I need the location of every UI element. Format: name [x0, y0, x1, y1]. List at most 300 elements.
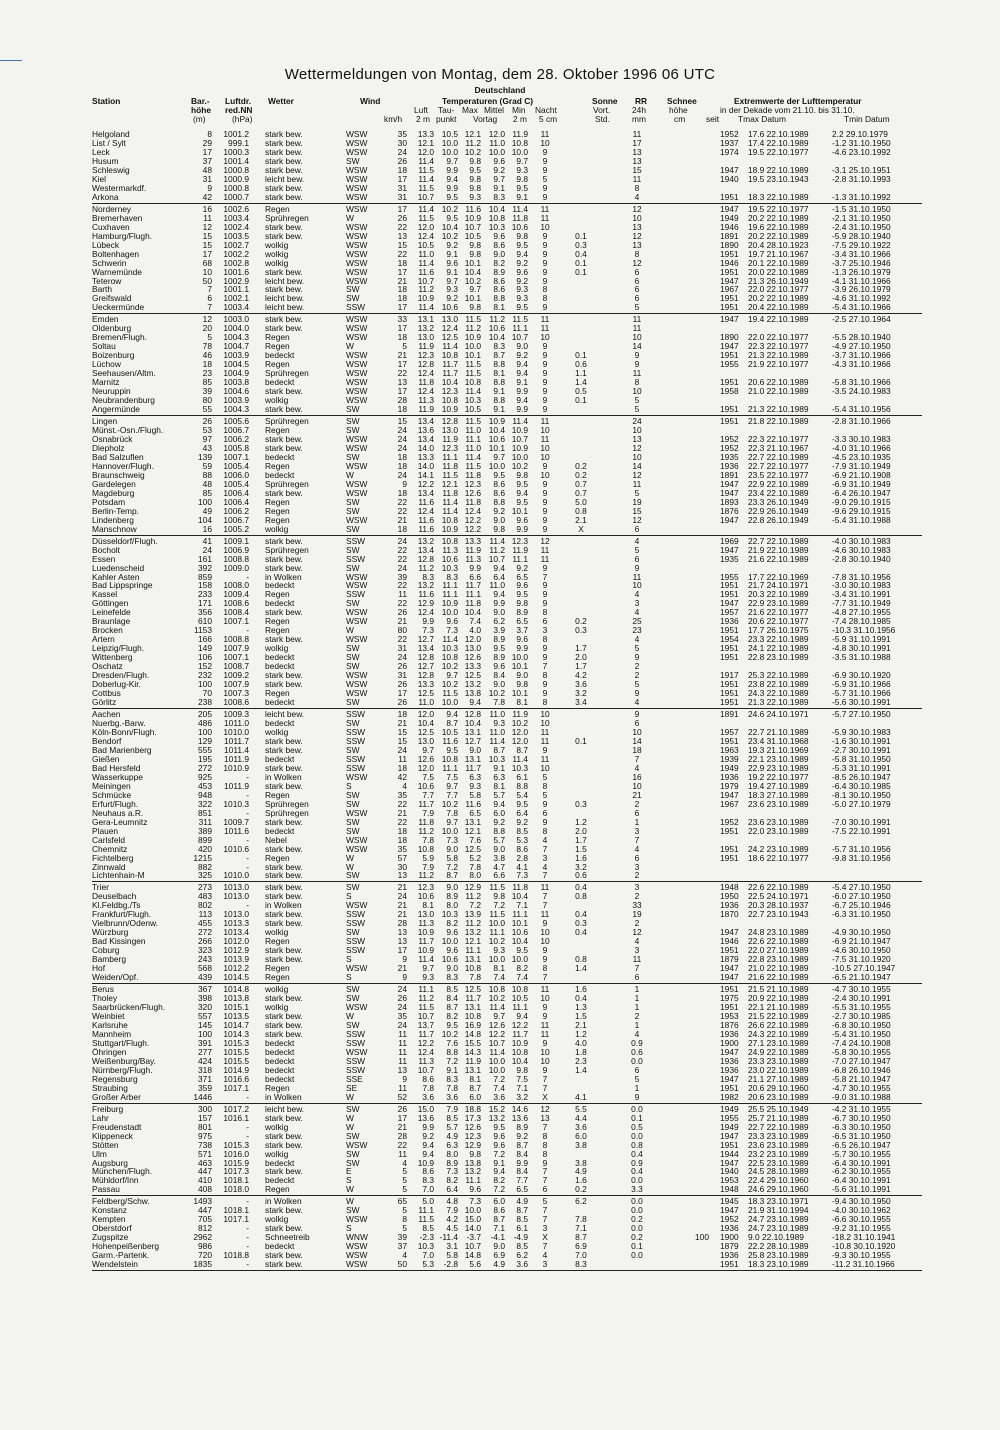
cell-tmax-datum: 20.6 22.10.1977 [748, 616, 809, 627]
cell-station: Westermarkdf. [92, 182, 147, 193]
cell-seit: 1947 [720, 314, 739, 325]
cell-wetter: bedeckt [265, 1073, 295, 1084]
cell-tmin-datum: 2.2 29.10.1979 [832, 129, 888, 139]
cell-wetter: wolkig [265, 1121, 289, 1132]
cell-luft-2m: 7.3 [422, 625, 434, 636]
station-group [92, 1197, 922, 1271]
cell-wind-kmh: 5 [402, 1205, 407, 1216]
cell-wetter: bedeckt [265, 652, 295, 663]
cell-tmax-datum: 21.3 22.10.1989 [748, 697, 809, 708]
cell-wind-kmh: 31 [397, 670, 407, 681]
cell-wetter: stark bew. [265, 607, 303, 618]
cell-station: Oberstdorf [92, 1223, 132, 1234]
cell-wetter: wolkig [265, 643, 289, 654]
cell-tmax-datum: 22.7 22.10.1989 [748, 451, 809, 462]
cell-wetter: stark bew. [265, 164, 303, 175]
cell-luft-2m: 5.0 [422, 1196, 434, 1207]
cell-nacht-5cm: 7 [542, 1121, 548, 1132]
cell-tmin-datum: -6.0 27.10.1950 [832, 891, 891, 902]
cell-mittel-vortag: 8.7 [493, 1214, 505, 1225]
cell-luft-2m: 11.1 [418, 1205, 434, 1216]
cell-min-2m: 11.1 [512, 553, 528, 564]
cell-taupunkt: 3.1 [446, 1241, 458, 1252]
cell-tmax-datum: 19.7 21.10.1967 [748, 248, 809, 259]
cell-mittel-vortag: 10.0 [488, 1055, 505, 1066]
cell-nacht-5cm: 9 [542, 1002, 548, 1013]
cell-tmin-datum: -10.3 31.10.1956 [832, 625, 896, 636]
cell-luftdruck: 1004.0 [223, 323, 249, 334]
cell-seit: 1951 [720, 852, 739, 863]
cell-tmax-datum: 21.9 31.10.1994 [748, 1205, 809, 1216]
cell-wetter: Regen [265, 1184, 290, 1195]
cell-taupunkt: 9.9 [446, 164, 458, 175]
cell-luftdruck: 1018.1 [223, 1175, 249, 1186]
cell-tmin-datum: -6.4 30.10.1991 [832, 1175, 891, 1186]
cell-tmax-datum: 18.3 23.10.1971 [748, 1196, 809, 1207]
header-sonne: Sonne [592, 96, 618, 106]
cell-wind-kmh: 21 [397, 909, 407, 920]
cell-rr-24h: 16 [632, 771, 642, 782]
cell-bar-hoehe: 483 [198, 891, 212, 902]
cell-luftdruck: 1016.6 [223, 1073, 249, 1084]
cell-tmin-datum: -4.1 31.10.1966 [832, 275, 891, 286]
cell-tmin-datum: -9.6 29.10.1915 [832, 505, 891, 516]
cell-tmax-datum: 24.2 23.10.1989 [748, 843, 809, 854]
cell-luftdruck: 1008.8 [223, 634, 249, 645]
cell-luftdruck: 1017.2 [223, 1103, 249, 1114]
cell-nacht-5cm: 7 [542, 843, 548, 854]
cell-taupunkt: 12.4 [441, 323, 458, 334]
cell-tmax-datum: 20.2 22.10.1989 [748, 212, 809, 223]
cell-tmax-datum: 22.7 22.10.1977 [748, 460, 809, 471]
cell-luft-2m: 10.6 [417, 891, 434, 902]
cell-tmax-datum: 18.6 22.10.1977 [748, 852, 809, 863]
cell-mittel-vortag: 11.4 [489, 1002, 505, 1013]
cell-nacht-5cm: 10 [540, 936, 550, 947]
cell-tmax-datum: 21.3 22.10.1989 [748, 350, 809, 361]
cell-wind-kmh: 8 [402, 1214, 407, 1225]
cell-rr-24h: 0.1 [631, 1112, 643, 1123]
cell-mittel-vortag: 5.7 [493, 789, 505, 800]
cell-tmin-datum: -3.1 25.10.1951 [832, 164, 891, 175]
cell-sonne-std: 5.0 [575, 496, 587, 507]
cell-rr-24h: 11 [632, 314, 642, 325]
cell-wind-richtung: WSW [346, 191, 368, 202]
cell-wind-kmh: 5 [402, 1184, 407, 1195]
cell-rr-24h: 11 [632, 323, 642, 334]
cell-bar-hoehe: 17 [202, 248, 212, 259]
cell-seit: 1936 [720, 1028, 739, 1039]
cell-seit: 1951 [720, 643, 739, 654]
cell-seit: 1955 [720, 1112, 739, 1123]
cell-nacht-5cm: 8 [542, 697, 548, 708]
cell-nacht-5cm: 9 [542, 562, 548, 573]
cell-wind-kmh: 52 [397, 1091, 407, 1102]
cell-nacht-5cm: 9 [542, 146, 548, 157]
cell-luftdruck: - [246, 771, 249, 782]
cell-station: Neuruppin [92, 386, 131, 397]
cell-wind-richtung: SW [346, 870, 360, 881]
cell-wetter: Regen [265, 359, 290, 370]
cell-wind-kmh: 24 [397, 891, 407, 902]
cell-wind-richtung: WSW [346, 679, 368, 690]
cell-tmin-datum: -3.5 31.10.1988 [832, 652, 891, 663]
cell-rr-24h: 4 [634, 697, 640, 708]
cell-bar-hoehe: 139 [198, 451, 212, 462]
cell-bar-hoehe: 16 [202, 203, 212, 214]
header-wind: Wind [360, 96, 381, 106]
cell-min-2m: 10.4 [511, 1055, 528, 1066]
cell-station: Boltenhagen [92, 248, 140, 259]
cell-wind-kmh: 22 [397, 634, 407, 645]
cell-nacht-5cm: 10 [540, 137, 550, 148]
cell-nacht-5cm: 9 [542, 266, 548, 277]
cell-min-2m: 11.8 [512, 882, 528, 893]
cell-wind-richtung: WSW [346, 1214, 368, 1225]
cell-wetter: Sprühregen [265, 798, 309, 809]
cell-tmin-datum: -7.0 30.10.1991 [832, 816, 891, 827]
cell-taupunkt: 11.4 [442, 634, 458, 645]
cell-rr-24h: 2 [634, 870, 640, 881]
cell-wind-richtung: WSW [346, 487, 368, 498]
cell-taupunkt: 9.5 [446, 212, 458, 223]
cell-sonne-std: 1.6 [575, 984, 587, 995]
cell-seit: 1967 [720, 284, 739, 295]
cell-rr-24h: 6 [634, 718, 640, 728]
cell-wind-richtung: W [346, 1184, 354, 1195]
cell-seit: 1949 [720, 1103, 739, 1114]
cell-bar-hoehe: 325 [198, 870, 212, 881]
cell-taupunkt: 11.8 [442, 460, 458, 471]
cell-luft-2m: 11.8 [418, 377, 434, 388]
cell-taupunkt: 11.7 [442, 368, 458, 379]
cell-luft-2m: 13.4 [417, 544, 434, 555]
cell-wind-richtung: SW [346, 155, 360, 166]
cell-nacht-5cm: 5 [542, 1196, 548, 1207]
cell-tmin-datum: -4.2 31.10.1955 [832, 1103, 891, 1114]
cell-nacht-5cm: 10 [540, 927, 550, 938]
cell-tmax-datum: 22.3 22.10.1977 [748, 433, 809, 444]
cell-station: Soltau [92, 341, 116, 352]
cell-seit: 1951 [720, 1082, 739, 1093]
cell-max-vortag: 9.8 [469, 248, 481, 259]
cell-max-vortag: 12.1 [464, 129, 481, 139]
cell-wetter: stark bew. [265, 404, 303, 415]
cell-taupunkt: 10.8 [441, 753, 458, 764]
cell-rr-24h: 14 [632, 341, 642, 352]
cell-taupunkt: 4.5 [446, 1223, 458, 1234]
cell-min-2m: 10.5 [511, 993, 528, 1004]
cell-station: Lübeck [92, 239, 120, 250]
cell-station: Carlsfeld [92, 834, 126, 845]
table-row [92, 863, 922, 872]
cell-mittel-vortag: 9.6 [493, 1139, 505, 1150]
station-group [92, 1105, 922, 1197]
cell-rr-24h: 11 [632, 129, 642, 139]
cell-max-vortag: 9.8 [469, 155, 481, 166]
cell-wind-richtung: SSW [346, 726, 366, 737]
cell-wind-richtung: SSE [346, 1073, 363, 1084]
cell-wind-kmh: 24 [397, 535, 407, 546]
cell-taupunkt: 11.5 [442, 688, 458, 699]
cell-luftdruck: 1001.6 [223, 266, 249, 277]
cell-wetter: stark bew. [265, 562, 303, 573]
cell-wetter: Sprühregen [265, 212, 309, 223]
cell-seit: 1935 [720, 451, 739, 462]
cell-luft-2m: 12.4 [417, 386, 434, 397]
cell-wind-kmh: 57 [397, 852, 407, 863]
cell-taupunkt: 12.8 [441, 416, 458, 427]
cell-luftdruck: 1001.1 [223, 284, 249, 295]
cell-sonne-std: X [578, 523, 584, 534]
cell-taupunkt: 8.3 [446, 972, 458, 983]
header-luft: Luft [414, 105, 428, 115]
cell-seit: 1951 [720, 625, 739, 636]
cell-bar-hoehe: 29 [202, 137, 212, 148]
cell-sonne-std: 0.7 [575, 487, 587, 498]
cell-tmin-datum: -6.9 30.10.1920 [832, 670, 891, 681]
cell-bar-hoehe: 7 [207, 284, 212, 295]
cell-station: Erfurt/Flugh. [92, 798, 139, 809]
cell-wind-kmh: 22 [397, 505, 407, 516]
cell-sonne-std: 4.2 [575, 670, 587, 681]
cell-wind-kmh: 35 [397, 129, 407, 139]
table-row [92, 193, 922, 202]
cell-wind-richtung: SW [346, 404, 360, 415]
cell-taupunkt: 7.7 [446, 789, 458, 800]
cell-taupunkt: 9.4 [446, 173, 458, 184]
cell-luft-2m: 7.5 [422, 771, 434, 782]
cell-seit: 1951 [720, 1002, 739, 1013]
cell-luft-2m: 11.2 [418, 562, 434, 573]
cell-station: Freudenstadt [92, 1121, 142, 1132]
cell-station: Norderney [92, 203, 132, 214]
cell-wetter: Regen [265, 589, 290, 600]
cell-station: Boizenburg [92, 350, 135, 361]
cell-taupunkt: 7.2 [446, 1055, 458, 1066]
cell-wind-richtung: WSW [346, 688, 368, 699]
cell-seit: 1891 [720, 709, 739, 720]
cell-luft-2m: 10.5 [417, 239, 434, 250]
cell-luftdruck: 1007.9 [223, 643, 249, 654]
cell-station: Großer Arber [92, 1091, 141, 1102]
cell-rr-24h: 1 [634, 816, 640, 827]
cell-bar-hoehe: 100 [198, 496, 212, 507]
cell-max-vortag: 12.3 [464, 478, 481, 489]
cell-seit: 1940 [720, 173, 739, 184]
cell-bar-hoehe: 455 [198, 918, 212, 929]
cell-wind-richtung: SSW [346, 302, 366, 313]
cell-seit: 1936 [720, 771, 739, 782]
cell-luft-2m: 15.0 [417, 1103, 434, 1114]
cell-tmax-datum: 25.7 21.10.1989 [748, 1112, 809, 1123]
cell-luftdruck: 1008.7 [223, 661, 249, 672]
cell-max-vortag: 9.4 [469, 697, 481, 708]
cell-max-vortag: 12.6 [464, 1121, 481, 1132]
cell-mittel-vortag: 10.9 [488, 416, 505, 427]
cell-luftdruck: 1004.5 [223, 359, 249, 370]
cell-seit: 1900 [720, 1232, 739, 1243]
cell-wetter: stark bew. [265, 1130, 303, 1141]
header-tmax: Tmax Datum [738, 114, 786, 124]
cell-wind-richtung: WSW [346, 1241, 368, 1252]
cell-min-2m: 9.0 [516, 341, 528, 352]
cell-tmax-datum: 20.9 22.10.1989 [748, 993, 809, 1004]
cell-max-vortag: 13.0 [464, 643, 481, 654]
cell-seit: 1890 [720, 239, 739, 250]
cell-bar-hoehe: 53 [202, 425, 212, 435]
header-rr-24h: 24h [632, 105, 646, 115]
cell-luft-2m: 13.1 [417, 314, 434, 325]
cell-station: Zinnwald [92, 861, 126, 872]
cell-bar-hoehe: 300 [198, 1103, 212, 1114]
cell-max-vortag: 9.8 [469, 173, 481, 184]
cell-wind-kmh: 65 [397, 1196, 407, 1207]
cell-mittel-vortag: 8.8 [493, 496, 505, 507]
cell-luftdruck: 1017.1 [223, 1082, 249, 1093]
cell-nacht-5cm: 3 [542, 1223, 548, 1234]
cell-taupunkt: 11.3 [442, 544, 458, 555]
cell-min-2m: 9.8 [516, 469, 528, 480]
cell-luftdruck: 1003.4 [223, 212, 249, 223]
cell-nacht-5cm: 4 [542, 834, 548, 845]
cell-wind-richtung: WSW [346, 634, 368, 645]
cell-nacht-5cm: 10 [540, 709, 550, 720]
cell-wetter: Regen [265, 688, 290, 699]
cell-luft-2m: 11.2 [418, 870, 434, 881]
header-min-2m: 2 m [513, 114, 527, 124]
cell-max-vortag: 10.0 [464, 1205, 481, 1216]
cell-bar-hoehe: 49 [202, 505, 212, 516]
cell-rr-24h: 14 [632, 460, 642, 471]
cell-mittel-vortag: 8.1 [493, 780, 505, 791]
cell-station: Ulm [92, 1148, 107, 1159]
cell-max-vortag: 11.1 [465, 1175, 481, 1186]
cell-mittel-vortag: 3.6 [493, 1091, 505, 1102]
cell-rr-24h: 0.2 [631, 1232, 643, 1243]
cell-seit: 1879 [720, 1241, 739, 1252]
cell-wetter: leicht bew. [265, 173, 305, 184]
cell-tmin-datum: -4.8 30.10.1991 [832, 643, 891, 654]
cell-max-vortag: 13.3 [464, 661, 481, 672]
cell-nacht-5cm: 8 [542, 780, 548, 791]
cell-min-2m: 7.4 [516, 972, 528, 983]
cell-seit: 1947 [720, 598, 739, 609]
cell-taupunkt: 8.0 [446, 1148, 458, 1159]
cell-wind-richtung: SW [346, 1157, 360, 1168]
cell-nacht-5cm: 10 [540, 425, 550, 435]
cell-wind-kmh: 22 [397, 544, 407, 555]
cell-luft-2m: 10.9 [417, 945, 434, 956]
cell-rr-24h: 4 [634, 589, 640, 600]
cell-station: Kassel [92, 589, 118, 600]
cell-tmin-datum: -5.3 31.10.1991 [832, 762, 891, 773]
cell-luft-2m: 12.1 [417, 137, 434, 148]
cell-luft-2m: 11.9 [418, 341, 434, 352]
cell-rr-24h: 6 [634, 523, 640, 534]
cell-tmin-datum: -5.7 31.10.1966 [832, 688, 891, 699]
cell-mittel-vortag: 10.3 [488, 221, 505, 232]
cell-bar-hoehe: 975 [198, 1130, 212, 1141]
cell-luftdruck: 1017.3 [223, 1166, 249, 1177]
cell-wind-richtung: SSW [346, 945, 366, 956]
cell-luftdruck: 1017.1 [223, 1214, 249, 1225]
cell-tmax-datum: 24.1 22.10.1989 [748, 643, 809, 654]
cell-taupunkt: 7.2 [446, 861, 458, 872]
cell-bar-hoehe: 80 [202, 395, 212, 406]
cell-mittel-vortag: 10.3 [488, 753, 505, 764]
cell-taupunkt: 10.5 [441, 129, 458, 139]
cell-taupunkt: 7.8 [446, 807, 458, 818]
cell-seit: 1951 [720, 1259, 739, 1270]
cell-sonne-std: 3.8 [575, 1139, 587, 1150]
cell-max-vortag: 13.1 [464, 816, 481, 827]
table-row [92, 973, 922, 982]
cell-wetter: stark bew. [265, 744, 303, 755]
cell-wind-kmh: 17 [397, 323, 407, 334]
cell-rr-24h: 1 [634, 1019, 640, 1030]
cell-wind-richtung: SSW [346, 735, 366, 746]
cell-luftdruck: 1011.4 [224, 744, 249, 755]
cell-taupunkt: 8.4 [446, 993, 458, 1004]
cell-max-vortag: 10.0 [464, 341, 481, 352]
cell-rr-24h: 6 [634, 807, 640, 818]
cell-nacht-5cm: 7 [542, 1082, 548, 1093]
cell-luft-2m: 11.3 [418, 1055, 434, 1066]
cell-luft-2m: 11.7 [418, 1028, 434, 1039]
cell-luftdruck: 1013.0 [223, 891, 249, 902]
cell-min-2m: 9.8 [516, 598, 528, 609]
cell-luftdruck: 1012.2 [223, 963, 249, 974]
cell-taupunkt: 8.7 [446, 1002, 458, 1013]
cell-luft-2m: 13.6 [417, 425, 434, 435]
cell-wetter: stark bew. [265, 1011, 303, 1021]
cell-luft-2m: 11.0 [418, 697, 434, 708]
cell-mittel-vortag: 7.2 [493, 1148, 505, 1159]
cell-mittel-vortag: 9.0 [493, 607, 505, 618]
cell-tmin-datum: -5.4 31.10.1988 [832, 514, 891, 525]
cell-luftdruck: 1001.4 [223, 155, 249, 166]
header-bar: Bar.- [191, 96, 210, 106]
cell-nacht-5cm: 9 [542, 230, 548, 241]
cell-seit: 1876 [720, 505, 739, 516]
cell-tmax-datum: 21.6 22.10.1989 [748, 972, 809, 983]
cell-max-vortag: 10.1 [464, 293, 481, 304]
header-max: Max [462, 105, 478, 115]
cell-bar-hoehe: 113 [198, 909, 212, 920]
cell-station: Bad Lippspringe [92, 580, 153, 591]
cell-max-vortag: 10.5 [464, 404, 481, 415]
cell-min-2m: 10.1 [511, 688, 528, 699]
cell-wetter: stark bew. [265, 146, 303, 157]
cell-min-2m: 9.0 [516, 670, 528, 681]
cell-seit: 1936 [720, 1223, 739, 1234]
cell-wind-richtung: WSW [346, 248, 368, 259]
cell-max-vortag: 12.9 [464, 1139, 481, 1150]
cell-wetter: stark bew. [265, 323, 303, 334]
cell-tmax-datum: 23.3 23.10.1989 [748, 1055, 809, 1066]
cell-rr-24h: 10 [632, 425, 642, 435]
cell-luft-2m: 11.1 [418, 984, 434, 995]
cell-nacht-5cm: 9 [542, 487, 548, 498]
cell-max-vortag: 9.6 [469, 1184, 481, 1195]
cell-luftdruck: 1006.2 [223, 433, 249, 444]
cell-sonne-std: 8.3 [575, 1259, 587, 1270]
cell-wind-kmh: 21 [397, 616, 407, 627]
cell-taupunkt: 10.3 [441, 562, 458, 573]
cell-wind-richtung: W [346, 341, 354, 352]
cell-rr-24h: 13 [632, 146, 642, 157]
